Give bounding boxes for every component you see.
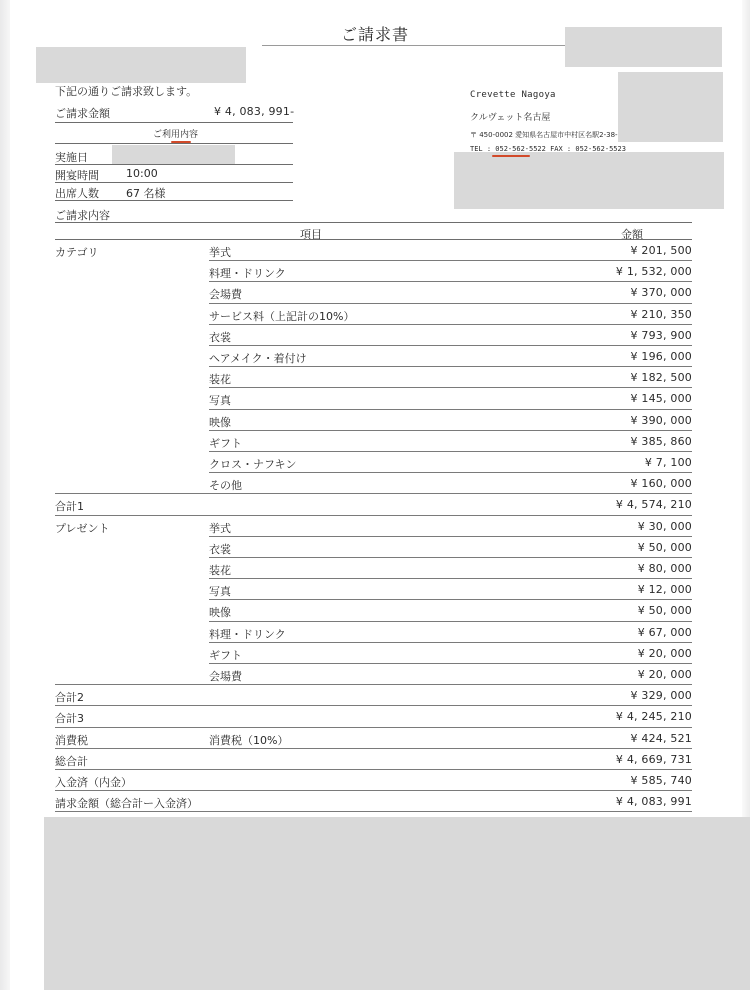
row-item: 挙式	[209, 521, 231, 535]
table-row	[0, 452, 750, 473]
redaction-box	[36, 47, 246, 83]
row-amount: ¥ 329, 000	[630, 689, 692, 703]
row-amount: ¥ 370, 000	[630, 286, 692, 300]
row-amount: ¥ 385, 860	[630, 434, 692, 448]
table-row	[0, 367, 750, 388]
time-value: 10:00	[126, 167, 158, 180]
guests-value: 67 名様	[126, 187, 166, 200]
company-name-ja: クルヴェット名古屋	[470, 113, 551, 123]
date-underline	[55, 164, 293, 165]
row-item: 装花	[209, 373, 231, 387]
row-item: 映像	[209, 415, 231, 429]
table-row	[0, 600, 750, 621]
table-row	[0, 770, 750, 791]
table-row	[0, 282, 750, 303]
company-address: 〒 450-0002 愛知県名古屋市中村区名駅2-38-	[470, 131, 618, 139]
row-amount: ¥ 80, 000	[637, 562, 692, 575]
row-amount: ¥ 4, 083, 991	[615, 795, 692, 809]
redaction-box	[112, 145, 235, 164]
row-item: 写真	[209, 394, 231, 408]
row-item: その他	[209, 479, 242, 493]
row-item: ギフト	[209, 648, 242, 662]
row-category: 合計1	[55, 500, 84, 514]
redaction-box	[44, 817, 750, 990]
table-row	[0, 664, 750, 685]
redaction-box	[565, 27, 722, 67]
document-title: ご請求書	[340, 25, 409, 44]
row-item: 装花	[209, 564, 231, 577]
row-amount: ¥ 182, 500	[630, 371, 692, 385]
row-amount: ¥ 201, 500	[630, 244, 692, 257]
time-label: 開宴時間	[55, 169, 99, 182]
row-amount: ¥ 50, 000	[637, 604, 692, 618]
row-amount: ¥ 7, 100	[644, 456, 692, 469]
table-row	[0, 791, 750, 812]
table-row	[0, 685, 750, 706]
table-header-item: 項目	[300, 228, 322, 241]
table-row	[0, 622, 750, 643]
row-category: 合計2	[55, 691, 84, 705]
redaction-box	[454, 152, 724, 209]
table-row	[0, 728, 750, 749]
row-rule	[55, 811, 692, 812]
row-amount: ¥ 160, 000	[630, 477, 692, 491]
row-category: 請求金額（総合計ー入金済）	[55, 797, 198, 811]
date-label: 実施日	[55, 151, 88, 164]
table-row	[0, 346, 750, 367]
table-row	[0, 579, 750, 600]
row-category: 総合計	[55, 754, 88, 768]
row-amount: ¥ 390, 000	[630, 413, 692, 427]
row-amount: ¥ 20, 000	[637, 668, 692, 681]
table-row	[0, 749, 750, 770]
row-category: カテゴリ	[55, 246, 99, 259]
row-item: ギフト	[209, 436, 242, 450]
row-amount: ¥ 67, 000	[637, 625, 692, 639]
table-row	[0, 304, 750, 325]
table-row	[0, 410, 750, 431]
row-amount: ¥ 4, 245, 210	[615, 710, 692, 724]
row-category: 消費税	[55, 733, 88, 747]
row-item: サービス料（上記計の10%）	[209, 309, 355, 323]
time-underline	[55, 182, 293, 183]
redaction-box	[618, 72, 723, 142]
row-item: 写真	[209, 585, 231, 599]
row-amount: ¥ 30, 000	[637, 519, 692, 533]
row-amount: ¥ 196, 000	[630, 350, 692, 363]
guests-underline	[55, 200, 293, 201]
table-row	[0, 261, 750, 282]
table-row	[0, 558, 750, 579]
table-row	[0, 240, 750, 261]
row-amount: ¥ 585, 740	[630, 774, 692, 787]
row-amount: ¥ 793, 900	[630, 328, 692, 342]
table-row	[0, 516, 750, 537]
company-name-en: Crevette Nagoya	[470, 90, 556, 100]
company-tel: TEL : 052-562-5522 FAX : 052-562-5523	[470, 145, 626, 153]
row-item: 会場費	[209, 670, 242, 683]
table-row	[0, 537, 750, 558]
row-amount: ¥ 4, 669, 731	[615, 752, 692, 766]
table-row	[0, 431, 750, 452]
row-amount: ¥ 20, 000	[637, 646, 692, 660]
row-amount: ¥ 12, 000	[637, 583, 692, 597]
row-item: 会場費	[209, 288, 242, 302]
table-row	[0, 325, 750, 346]
usage-header: ご利用内容	[153, 130, 199, 140]
amount-underline	[55, 122, 293, 123]
row-item: 挙式	[209, 246, 231, 259]
table-header-amount: 金額	[621, 228, 643, 241]
row-amount: ¥ 4, 574, 210	[615, 498, 692, 512]
amount-label: ご請求金額	[55, 107, 110, 120]
guests-label: 出席人数	[55, 187, 99, 200]
table-top-rule	[55, 222, 692, 223]
row-amount: ¥ 1, 532, 000	[615, 265, 692, 279]
table-row	[0, 706, 750, 727]
table-row	[0, 494, 750, 515]
red-underline-mark	[492, 155, 530, 157]
row-item: 衣裳	[209, 330, 231, 344]
table-row	[0, 473, 750, 494]
row-item: 消費税（10%）	[209, 733, 289, 747]
row-amount: ¥ 145, 000	[630, 392, 692, 406]
table-row	[0, 388, 750, 409]
row-category: 合計3	[55, 712, 84, 726]
row-item: クロス・ナフキン	[209, 458, 297, 471]
row-item: 映像	[209, 606, 231, 620]
usage-underline	[55, 143, 293, 144]
title-underline	[262, 45, 574, 46]
amount-value: ¥ 4, 083, 991-	[214, 105, 295, 118]
row-item: 料理・ドリンク	[209, 627, 286, 641]
row-category: 入金済（内金）	[55, 776, 132, 789]
details-label: ご請求内容	[55, 209, 110, 222]
row-item: 料理・ドリンク	[209, 267, 286, 281]
row-amount: ¥ 50, 000	[637, 540, 692, 554]
row-amount: ¥ 210, 350	[630, 307, 692, 321]
row-item: 衣裳	[209, 542, 231, 556]
table-row	[0, 643, 750, 664]
row-category: プレゼント	[55, 521, 110, 535]
row-amount: ¥ 424, 521	[630, 731, 692, 745]
intro-text: 下記の通りご請求致します。	[55, 85, 198, 98]
row-item: ヘアメイク・着付け	[209, 352, 307, 365]
